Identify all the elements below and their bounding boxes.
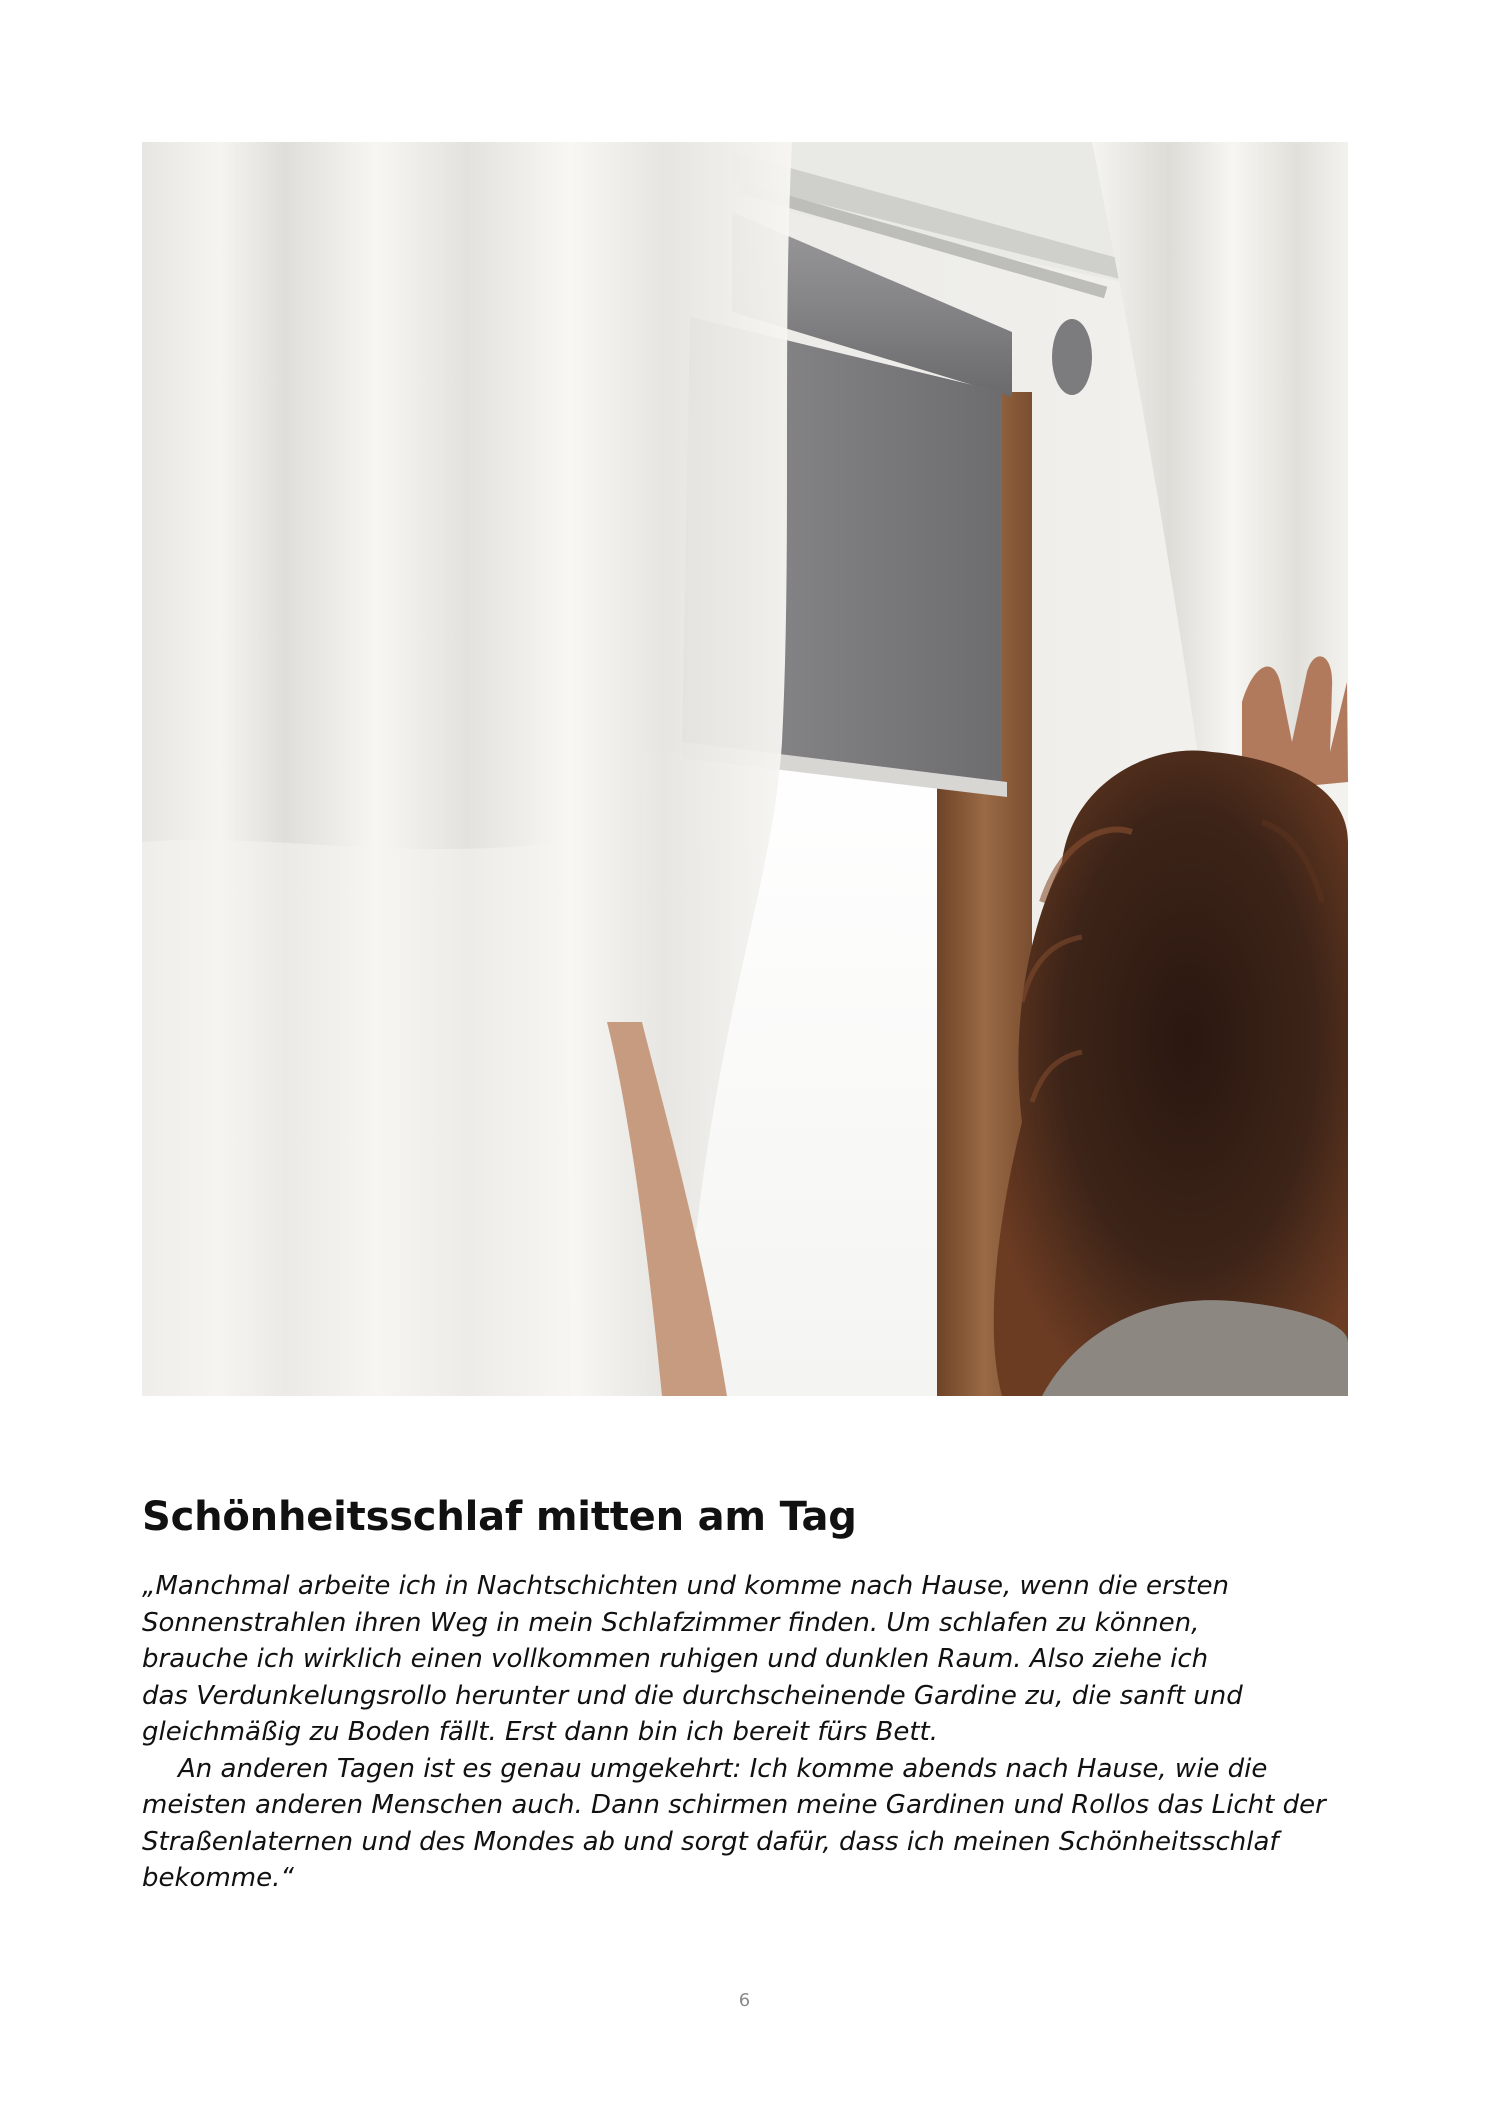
quote-line: Straßenlaternen und des Mondes ab und sorgt dafür, dass ich meinen Schönheitsschlaf — [142, 1826, 1279, 1857]
quote-line: brauche ich wirklich einen vollkommen ruhigen und dunklen Raum. Also ziehe ich — [142, 1644, 1209, 1674]
quote-line: bekomme.“ — [142, 1863, 294, 1893]
quote-line: „Manchmal arbeite ich in Nachtschichten und komme nach Hause, wenn die ersten — [142, 1571, 1229, 1601]
quote-line: gleichmäßig zu Boden fällt. Erst dann bin ich bereit fürs Bett. — [142, 1717, 938, 1747]
article-quote — [142, 1568, 1362, 1897]
page-number: 6 — [738, 1990, 751, 2011]
window-blind-photo — [142, 142, 1348, 1396]
article-title: Schönheitsschlaf mitten am Tag — [142, 1494, 857, 1540]
quote-line: das Verdunkelungsrollo herunter und die durchscheinende Gardine zu, die sanft und — [142, 1680, 1243, 1711]
quote-line: An anderen Tagen ist es genau umgekehrt: Ich komme abends nach Hause, wie die — [178, 1753, 1268, 1784]
quote-line: Sonnenstrahlen ihren Weg in mein Schlafzimmer finden. Um schlafen zu können, — [142, 1607, 1200, 1638]
quote-line: meisten anderen Menschen auch. Dann schirmen meine Gardinen und Rollos das Licht der — [142, 1790, 1326, 1820]
